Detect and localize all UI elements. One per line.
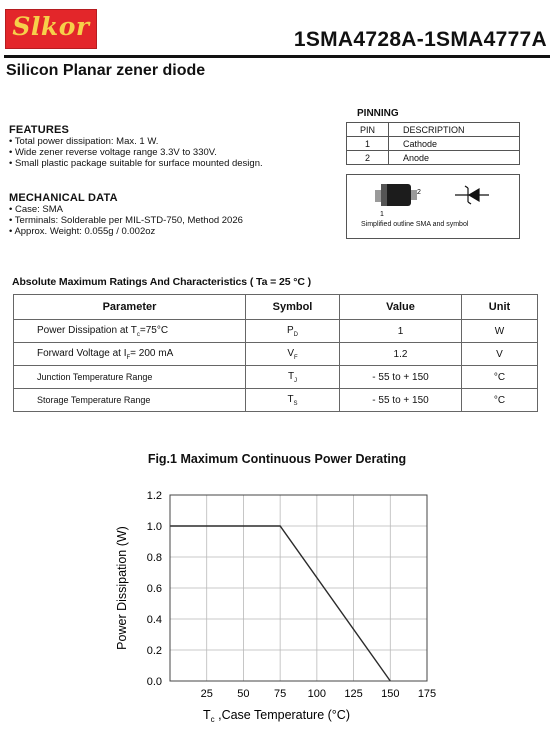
table-row xyxy=(347,151,520,165)
parameter-cell: Storage Temperature Range xyxy=(14,389,246,412)
table-row xyxy=(14,320,538,343)
x-tick-label: 100 xyxy=(307,688,327,700)
x-tick-label: 125 xyxy=(344,688,363,700)
col-parameter: Parameter xyxy=(14,295,246,320)
ratings-header-row xyxy=(14,295,538,320)
y-tick-label: 0.2 xyxy=(146,645,162,657)
pinning-heading: PINNING xyxy=(357,108,399,119)
feature-item: • Total power dissipation: Max. 1 W. xyxy=(9,136,159,147)
feature-item: • Wide zener reverse voltage range 3.3V to 330V. xyxy=(9,147,217,158)
col-value: Value xyxy=(340,295,462,320)
table-row xyxy=(347,137,520,151)
x-tick-label: 150 xyxy=(381,688,400,700)
unit-cell: W xyxy=(462,320,538,343)
brand-logo xyxy=(5,9,97,49)
x-tick-label: 175 xyxy=(417,688,437,700)
symbol-cell: $T_S$ xyxy=(246,389,340,412)
document-subtitle: Silicon Planar zener diode xyxy=(6,62,206,79)
ratings-table xyxy=(13,294,538,412)
table-row xyxy=(14,389,538,412)
unit-cell: °C xyxy=(462,389,538,412)
part-number-title: 1SMA4728A-1SMA4777A xyxy=(293,28,547,51)
symbol-cell: $P_D$ xyxy=(246,320,340,343)
pinning-header-row xyxy=(347,123,520,137)
pinning-table xyxy=(346,122,520,165)
symbol-cell: $T_J$ xyxy=(246,366,340,389)
mechanical-heading: MECHANICAL DATA xyxy=(9,192,118,204)
value-cell: - 55 to + 150 xyxy=(340,366,462,389)
symbol-cell: $V_F$ xyxy=(246,343,340,366)
value-cell: - 55 to + 150 xyxy=(340,389,462,412)
x-tick-label: 25 xyxy=(200,688,213,700)
ratings-heading: Absolute Maximum Ratings And Characteristics ( Ta = 25 °C ) xyxy=(12,276,312,288)
y-tick-label: 1.0 xyxy=(146,521,162,533)
chart-title: Fig.1 Maximum Continuous Power Derating xyxy=(147,452,407,466)
parameter-cell: Power Dissipation at $T_c=75^\circ C$ xyxy=(14,320,246,343)
sma-package-icon xyxy=(347,175,519,221)
unit-cell: °C xyxy=(462,366,538,389)
zener-diode-symbol-icon xyxy=(455,186,489,204)
x-tick-label: 50 xyxy=(237,688,250,700)
power-derating-chart xyxy=(0,480,554,730)
package-outline-box xyxy=(346,174,520,239)
pin-1-label: 1 xyxy=(380,211,384,218)
mechanical-item: • Approx. Weight: 0.055g / 0.002oz xyxy=(9,226,156,237)
pin-description: Anode xyxy=(389,151,520,165)
col-unit: Unit xyxy=(462,295,538,320)
pin-description: Cathode xyxy=(389,137,520,151)
x-axis-label: $T_c$ ,Case Temperature (°C) xyxy=(202,708,351,724)
y-axis-label: Power Dissipation (W) xyxy=(115,526,129,650)
value-cell: 1 xyxy=(340,320,462,343)
y-tick-label: 0.6 xyxy=(146,583,162,595)
pin-2-label: 2 xyxy=(417,189,421,196)
table-row xyxy=(14,343,538,366)
y-tick-label: 0.0 xyxy=(146,676,162,688)
outline-caption: Simplified outline SMA and symbol xyxy=(361,221,469,228)
feature-item: • Small plastic package suitable for surface mounted design. xyxy=(9,158,263,169)
pinning-col-pin: PIN xyxy=(347,123,389,137)
value-cell: 1.2 xyxy=(340,343,462,366)
x-tick-label: 75 xyxy=(274,688,287,700)
mechanical-item: • Case: SMA xyxy=(9,204,64,215)
logo-text: Slkor xyxy=(12,12,90,41)
pin-number: 1 xyxy=(347,137,389,151)
y-tick-label: 1.2 xyxy=(146,490,162,502)
parameter-cell: Forward Voltage at $I_F= 200$ mA xyxy=(14,343,246,366)
pin-number: 2 xyxy=(347,151,389,165)
col-symbol: Symbol xyxy=(246,295,340,320)
features-heading: FEATURES xyxy=(9,124,70,136)
pinning-col-description: DESCRIPTION xyxy=(389,123,520,137)
parameter-cell: Junction Temperature Range xyxy=(14,366,246,389)
y-tick-label: 0.8 xyxy=(146,552,162,564)
unit-cell: V xyxy=(462,343,538,366)
header-rule xyxy=(4,55,550,58)
mechanical-item: • Terminals: Solderable per MIL-STD-750, Method 2026 xyxy=(9,215,243,226)
table-row xyxy=(14,366,538,389)
y-tick-label: 0.4 xyxy=(146,614,162,626)
